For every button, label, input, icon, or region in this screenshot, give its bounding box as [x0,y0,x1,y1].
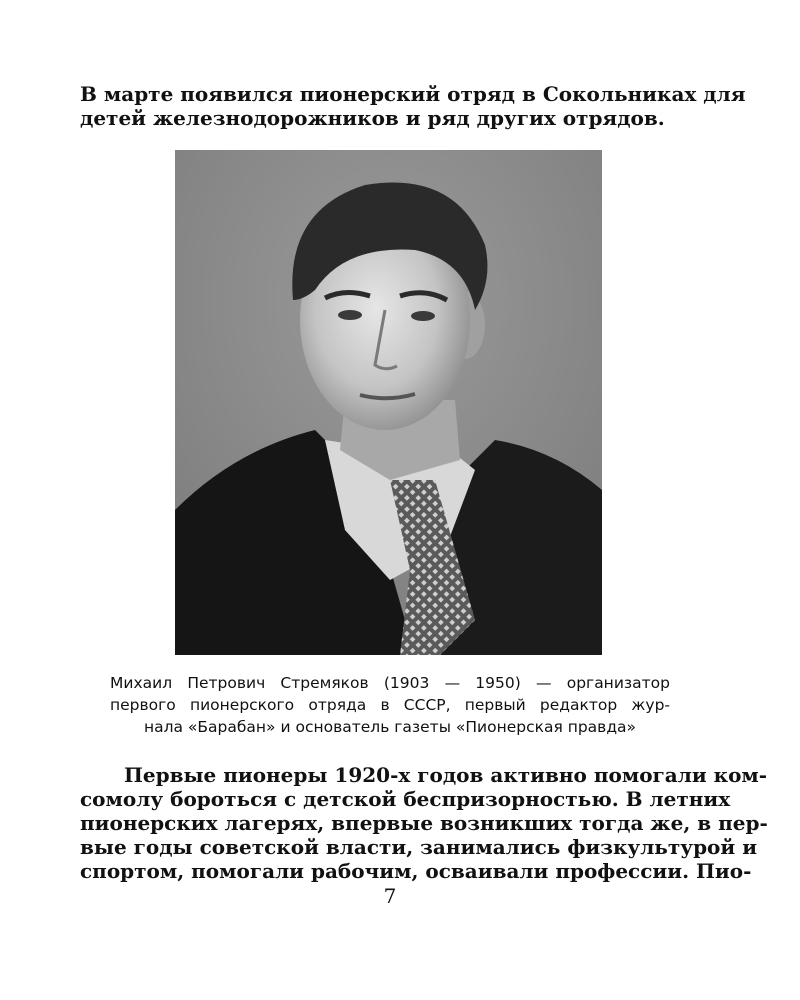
intro-paragraph [80,82,746,130]
portrait-photo [175,150,602,655]
text-line: сомолу бороться с детской беспризорностью. В летних [80,787,731,811]
caption-line: Михаил Петрович Стремяков (1903 — 1950) — организатор [110,674,670,692]
portrait-illustration [175,150,602,655]
text-line: Первые пионеры 1920-х годов активно помогали ком- [124,763,768,787]
photo-caption [110,672,670,738]
caption-line: первого пионерского отряда в СССР, первый редактор жур- [110,696,670,714]
text-line: вые годы советской власти, занимались физкультурой и [80,835,758,859]
page-number: 7 [383,884,397,908]
text-line: пионерских лагерях, впервые возникших тогда же, в пер- [80,811,768,835]
text-line: В марте появился пионерский отряд в Сокольниках для [80,82,746,106]
text-line: детей железнодорожников и ряд других отрядов. [80,106,665,130]
caption-line: нала «Барабан» и основатель газеты «Пионерская правда» [143,718,637,736]
body-paragraph [80,763,768,883]
text-line: спортом, помогали рабочим, осваивали профессии. Пио- [80,859,752,883]
